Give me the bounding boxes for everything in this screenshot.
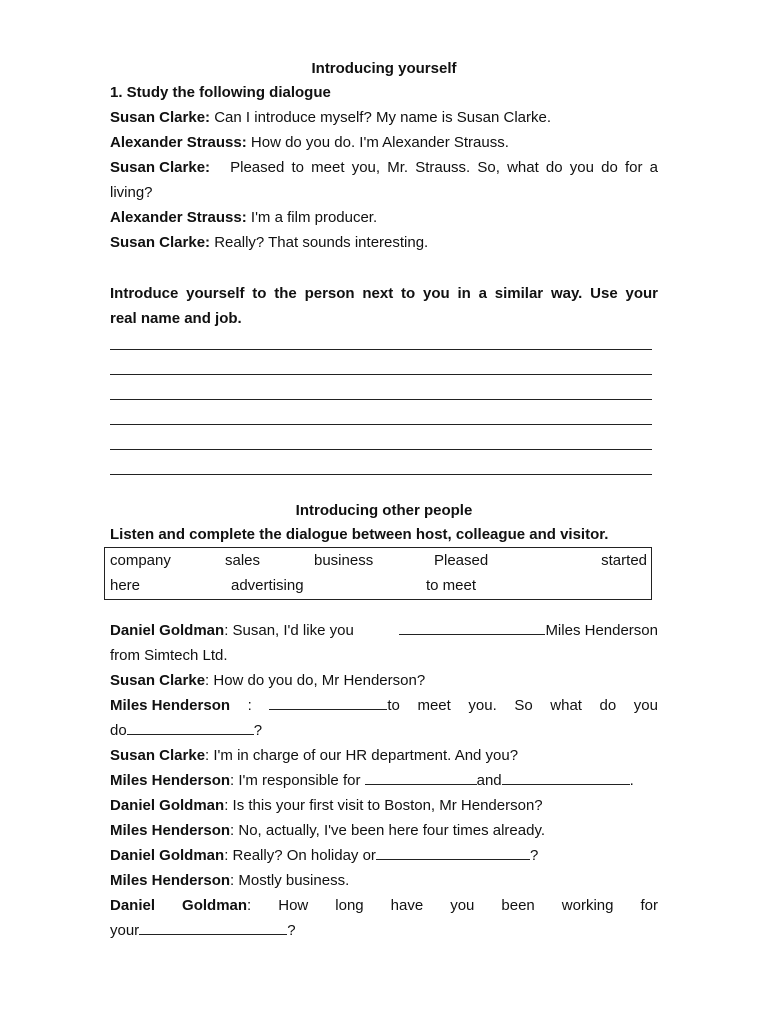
answer-line[interactable] [110, 331, 658, 356]
speaker: Miles Henderson [110, 772, 231, 789]
utterance: . [629, 772, 634, 789]
utterance: do [599, 697, 617, 714]
dialogue-line [110, 768, 658, 793]
word-box-word: started [601, 552, 647, 569]
utterance: you [633, 697, 658, 714]
utterance: : I'm in charge of our HR department. And you? [205, 747, 519, 764]
utterance: do [110, 722, 127, 739]
task-instruction: Introduce yourself to the person next to you in a similar way. Use your [110, 285, 658, 302]
dialogue-line [110, 818, 658, 843]
speaker: Goldman [182, 897, 248, 914]
speaker: Susan Clarke [110, 672, 206, 689]
section1-title: Introducing yourself [311, 60, 457, 77]
word-box-row [110, 548, 647, 573]
utterance: : Is this your first visit to Boston, Mr Henderson? [224, 797, 543, 814]
word-box-word: business [314, 552, 374, 569]
dialogue-line [110, 893, 658, 918]
word-box-word: here [110, 577, 141, 594]
utterance: you. [468, 697, 497, 714]
utterance: So [514, 697, 533, 714]
dialogue-line [110, 793, 658, 818]
word-box-word: Pleased [434, 552, 489, 569]
dialogue-line [110, 843, 658, 868]
utterance: working [561, 897, 614, 914]
speaker: Alexander Strauss: [110, 134, 247, 151]
answer-line[interactable] [110, 381, 658, 406]
utterance: been [501, 897, 535, 914]
dialogue-line [110, 693, 658, 718]
dialogue-line [110, 868, 658, 893]
utterance: to [387, 697, 400, 714]
task-instruction-continued: real name and job. [110, 310, 242, 327]
utterance: ? [253, 722, 263, 739]
speaker: Miles Henderson [110, 872, 231, 889]
dialogue-line [110, 105, 658, 130]
utterance: what [550, 697, 582, 714]
answer-blank[interactable] [502, 770, 630, 785]
utterance: Pleased to meet you, Mr. Strauss. So, what do you do for a [230, 159, 658, 176]
section1-instruction: 1. Study the following dialogue [110, 84, 331, 101]
answer-line[interactable] [110, 356, 658, 381]
word-box-row [110, 573, 647, 598]
dialogue-line [110, 668, 658, 693]
utterance: long [335, 897, 364, 914]
dialogue-line-continued: from Simtech Ltd. [110, 647, 228, 664]
section2-instruction: Listen and complete the dialogue between host, colleague and visitor. [110, 526, 609, 543]
utterance: : I'm responsible for [230, 772, 365, 789]
dialogue-line-continued [110, 718, 658, 743]
word-box-word: company [110, 552, 171, 569]
speaker: Alexander Strauss: [110, 209, 247, 226]
utterance: Really? That sounds interesting. [210, 234, 429, 251]
utterance: : [247, 697, 252, 714]
section2-title: Introducing other people [295, 502, 473, 519]
dialogue-line-continued [110, 918, 658, 943]
utterance: : Really? On holiday or [224, 847, 376, 864]
speaker: Susan Clarke: [110, 109, 211, 126]
word-box [104, 547, 652, 600]
utterance: Can I introduce myself? My name is Susan Clarke. [210, 109, 552, 126]
utterance: : [247, 897, 252, 914]
worksheet-content [110, 58, 658, 943]
utterance: have [390, 897, 424, 914]
utterance: and [476, 772, 502, 789]
dialogue-line [110, 618, 658, 643]
utterance: Miles Henderson [545, 622, 658, 639]
utterance: : Susan, I'd like you [224, 622, 354, 639]
dialogue-line [110, 205, 658, 230]
answer-line[interactable] [110, 456, 658, 481]
utterance: : No, actually, I've been here four times already. [230, 822, 545, 839]
answer-blank[interactable] [399, 620, 545, 635]
speaker: Daniel Goldman [110, 797, 225, 814]
utterance: ? [529, 847, 539, 864]
answer-blank[interactable] [365, 770, 477, 785]
dialogue-line [110, 230, 658, 255]
utterance: : How do you do, Mr Henderson? [205, 672, 426, 689]
utterance: How [278, 897, 309, 914]
speaker: Susan Clarke: [110, 234, 211, 251]
dialogue-line [110, 130, 658, 155]
speaker: Susan Clarke [110, 747, 206, 764]
answer-blank[interactable] [139, 920, 287, 935]
answer-line[interactable] [110, 406, 658, 431]
utterance: ? [287, 922, 296, 939]
utterance: your [110, 922, 140, 939]
dialogue-line [110, 155, 658, 180]
word-box-word: advertising [231, 577, 304, 594]
speaker: Miles Henderson [110, 822, 231, 839]
utterance: : Mostly business. [230, 872, 350, 889]
dialogue-line-continued: living? [110, 184, 153, 201]
utterance: meet [417, 697, 451, 714]
speaker: Daniel Goldman [110, 622, 225, 639]
speaker: Susan Clarke: [110, 159, 211, 176]
utterance: for [640, 897, 658, 914]
utterance: you [450, 897, 475, 914]
speaker: Miles Henderson [110, 697, 231, 714]
answer-blank[interactable] [376, 845, 530, 860]
answer-line[interactable] [110, 431, 658, 456]
word-box-word: sales [225, 552, 261, 569]
speaker: Daniel [110, 897, 156, 914]
answer-blank[interactable] [269, 695, 387, 710]
answer-blank[interactable] [127, 720, 254, 735]
utterance: How do you do. I'm Alexander Strauss. [246, 134, 509, 151]
word-box-word: to meet [426, 577, 477, 594]
dialogue-line [110, 743, 658, 768]
utterance: I'm a film producer. [246, 209, 378, 226]
speaker: Daniel Goldman [110, 847, 225, 864]
